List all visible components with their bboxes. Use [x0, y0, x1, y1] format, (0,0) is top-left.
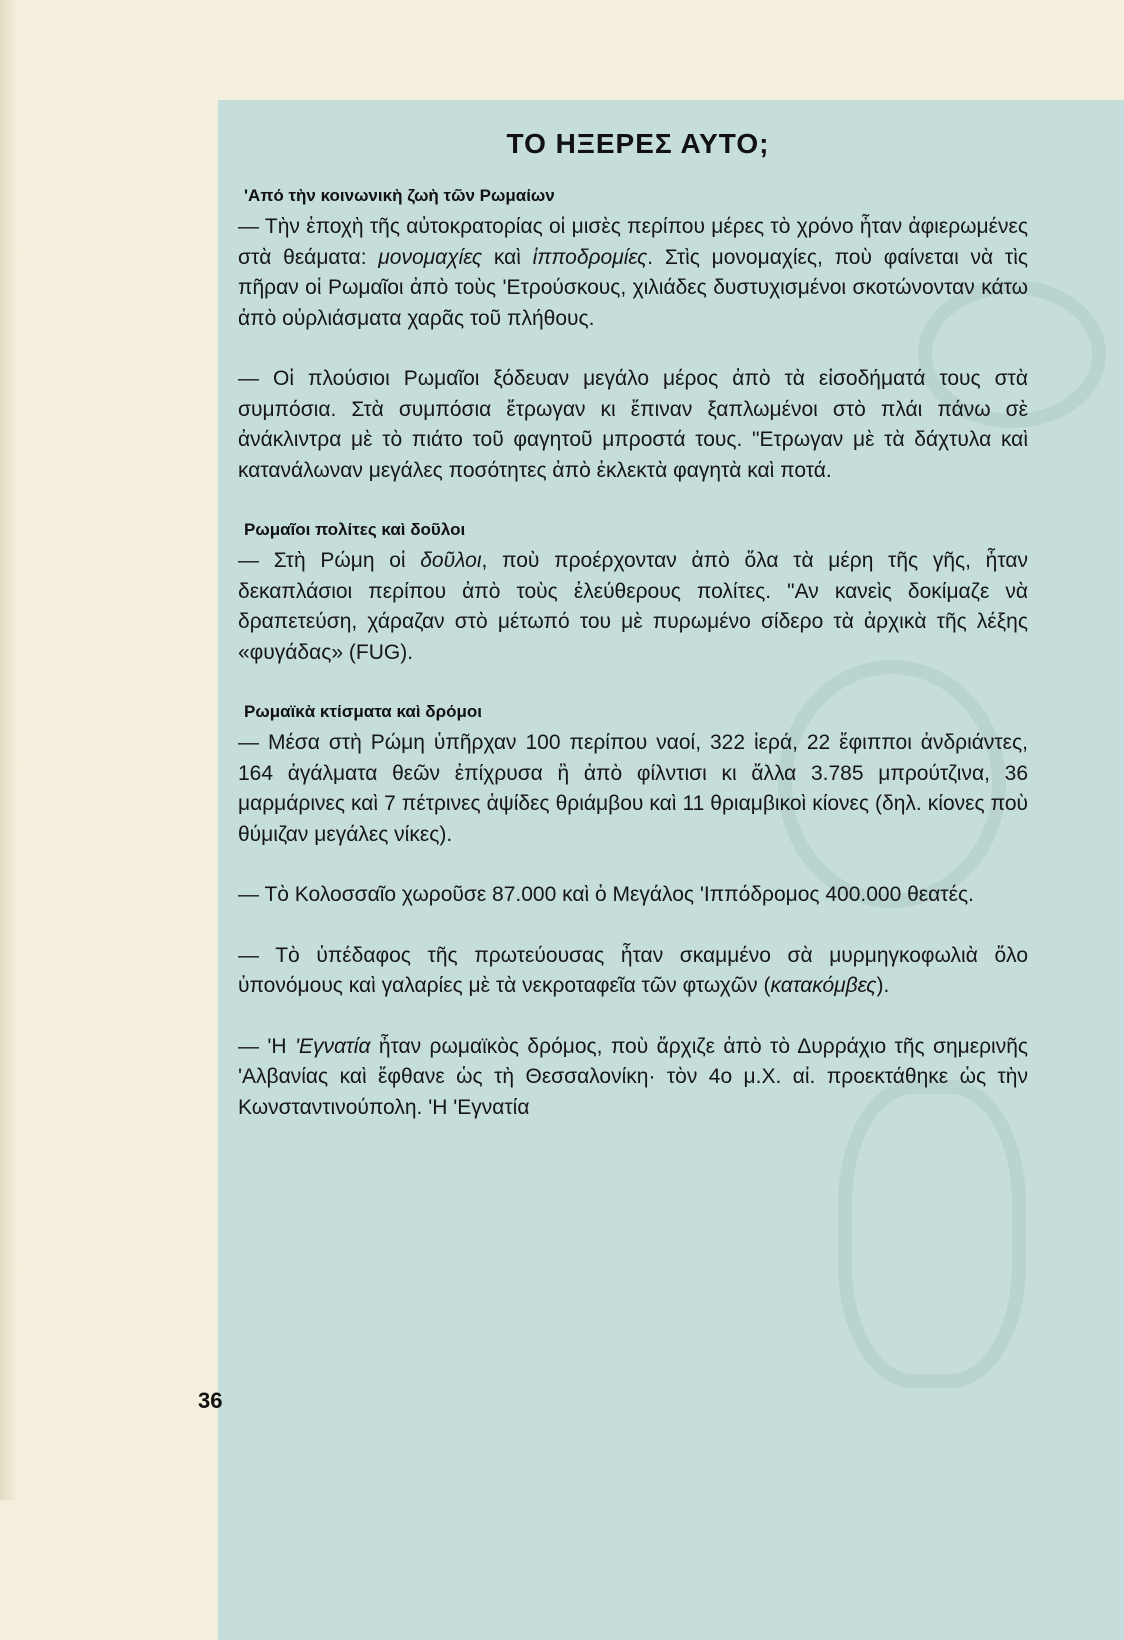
text-run: — Τὴν ἐποχὴ τῆς αὐτοκρατορίας οἱ μισὲς περίπου μέρες τὸ χρόνο ἦταν ἀφιερωμένες στὰ θεάματα: [238, 215, 1028, 269]
section-heading-social-life: 'Από τὴν κοινωνικὴ ζωὴ τῶν Ρωμαίων [244, 186, 555, 205]
emphasis-gladiator-fights: μονομαχίες [378, 245, 483, 269]
page-edge [0, 0, 18, 1500]
paragraph-slaves [238, 546, 1028, 668]
section-heading-citizens-slaves: Ρωμαῖοι πολίτες καὶ δοῦλοι [244, 520, 466, 539]
emphasis-chariot-races: ἱπποδρομίες [532, 245, 648, 269]
paragraph-banquets: — Οἱ πλούσιοι Ρωμαῖοι ξόδευαν μεγάλο μέρος ἀπὸ τὰ εἰσοδήματά τους στὰ συμπόσια. Στὰ συμπόσια ἔτρωγαν κι ἔπιναν ξαπλωμένοι στὸ πλάι πάνω σὲ ἀνάκλιντρα μὲ τὸ πιάτο τοῦ φαγητοῦ μπροστά τους. "Ετρωγαν μὲ τὰ δάχτυλα καὶ κατανάλωναν μεγάλες ποσότητες ἀπὸ ἐκλεκτὰ φαγητὰ καὶ ποτά. [238, 367, 1028, 482]
section-heading-buildings-roads: Ρωμαϊκὰ κτίσματα καὶ δρόμοι [244, 702, 483, 721]
emphasis-egnatia: 'Εγνατία [294, 1034, 371, 1058]
text-run: . Στὶς μονομαχίες, ποὺ φαίνεται νὰ τὶς πῆραν οἱ Ρωμαῖοι ἀπὸ τοὺς 'Ετρούσκους, χιλιάδες δυστυχισμένοι σκοτώνονταν κάτω ἀπὸ οὐρλιάσματα χαρᾶς τοῦ πλήθους. [238, 245, 1028, 330]
faded-background-illustration [838, 1080, 1026, 1388]
emphasis-slaves: δοῦλοι [420, 549, 482, 572]
text-run: καὶ [482, 245, 533, 269]
paragraph-monuments: — Μέσα στὴ Ρώμη ὑπῆρχαν 100 περίπου ναοί, 322 ἱερά, 22 ἔφιπποι ἀνδριάντες, 164 ἀγάλματα θεῶν ἐπίχρυσα ἢ ἀπὸ φίλντισι κι ἄλλα 3.785 μπρούτζινα, 36 μαρμάρινες καὶ 7 πέτρινες ἁψίδες θριάμβου καὶ 11 θριαμβικοὶ κίονες (δηλ. κίονες ποὺ θύμιζαν μεγάλες νίκες). [238, 731, 1028, 846]
text-run: — Στὴ Ρώμη οἱ [238, 549, 421, 572]
emphasis-catacombs: κατακόμβες [770, 974, 877, 997]
paragraph-catacombs [238, 941, 1028, 1002]
page-title: ΤΟ ΗΞΕΡΕΣ ΑΥΤΟ; [506, 128, 770, 159]
paragraph-spectacles [238, 212, 1028, 334]
text-run: — Τὸ ὑπέδαφος τῆς πρωτεύουσας ἦταν σκαμμένο σὰ μυρμηγκοφωλιὰ ὅλο ὑπονόμους καὶ γαλαρίες μὲ τὰ νεκροταφεῖα τῶν φτωχῶν ( [238, 943, 1028, 997]
paragraph-colosseum: — Τὸ Κολοσσαῖο χωροῦσε 87.000 καὶ ὁ Μεγάλος 'Ιππόδρομος 400.000 θεατές. [238, 883, 974, 906]
text-run: — 'Η [238, 1034, 295, 1058]
text-run: , ποὺ προέρχονταν ἀπὸ ὅλα τὰ μέρη τῆς γῆς, ἦταν δεκαπλάσιοι περίπου ἀπὸ τοὺς ἐλεύθερους πολίτες. "Αν κανεὶς δοκίμαζε νὰ δραπετεύση, χάραζαν στὸ μέτωπό του μὲ πυρωμένο σίδερο τὰ ἀρχικὰ τῆς λέξης «φυγάδας» (FUG). [238, 549, 1028, 664]
text-run: ἦταν ρωμαϊκὸς δρόμος, ποὺ ἄρχιζε ἀπὸ τὸ Δυρράχιο τῆς σημερινῆς 'Αλβανίας καὶ ἔφθανε ὡς τὴ Θεσσαλονίκη· τὸν 4ο μ.Χ. αἰ. προεκτάθηκε ὡς τὴν Κωνσταντινούπολη. 'Η 'Εγνατία [238, 1034, 1029, 1119]
text-run: ). [876, 974, 890, 997]
paragraph-egnatia [238, 1032, 1028, 1124]
page-number: 36 [198, 1388, 223, 1413]
article [238, 128, 1028, 1123]
